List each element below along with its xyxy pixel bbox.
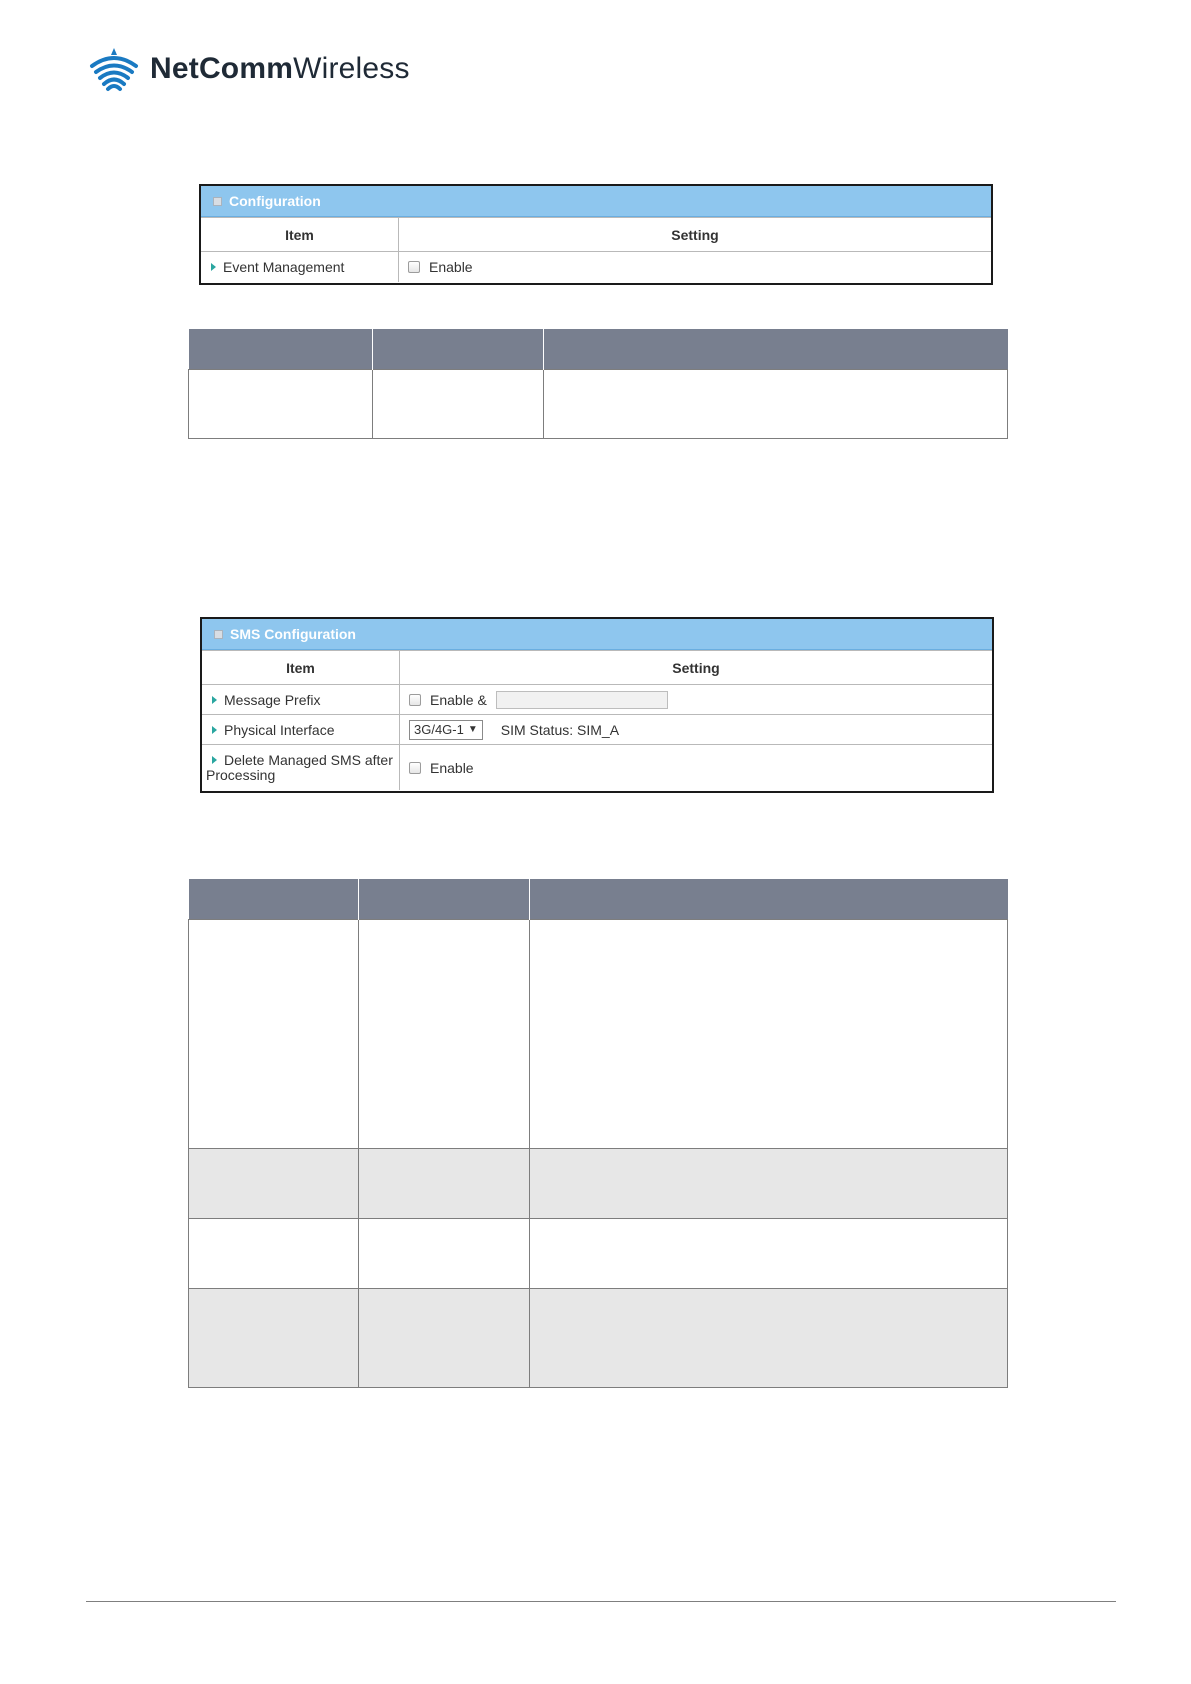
column-header-setting: Setting xyxy=(671,226,719,243)
row-label: Delete Managed SMS after xyxy=(224,751,393,768)
bullet-arrow-icon xyxy=(212,726,217,734)
panel-header-row xyxy=(202,650,992,684)
configuration-panel xyxy=(199,184,993,285)
row-label: Message Prefix xyxy=(224,691,321,708)
event-management-row xyxy=(201,251,991,282)
physical-interface-row xyxy=(202,714,992,744)
brand-logo xyxy=(88,44,410,94)
table-row xyxy=(189,1219,1008,1289)
column-header-item: Item xyxy=(202,651,400,684)
parameter-table-1 xyxy=(188,329,1008,439)
delete-managed-sms-row xyxy=(202,744,992,790)
row-label-continued: Processing xyxy=(206,766,276,783)
checkbox-label: Enable xyxy=(429,259,473,275)
dropdown-arrow-icon: ▼ xyxy=(467,724,478,735)
collapse-icon[interactable] xyxy=(214,630,223,639)
select-value: 3G/4G-1 xyxy=(414,722,464,737)
table-row xyxy=(189,920,1008,1149)
bullet-arrow-icon xyxy=(212,696,217,704)
table-row xyxy=(189,1149,1008,1219)
message-prefix-input[interactable] xyxy=(496,691,668,709)
event-management-checkbox[interactable] xyxy=(408,261,420,273)
bullet-arrow-icon xyxy=(212,756,217,764)
footer-divider xyxy=(86,1601,1116,1602)
panel-header-row xyxy=(201,217,991,251)
checkbox-label: Enable & xyxy=(430,691,487,708)
message-prefix-row xyxy=(202,684,992,714)
table-row xyxy=(189,370,1008,439)
wifi-signal-icon xyxy=(88,46,140,92)
row-label: Event Management xyxy=(223,259,345,275)
table-row xyxy=(189,1289,1008,1388)
panel-header xyxy=(201,186,991,217)
sms-configuration-panel xyxy=(200,617,994,793)
sim-status-text: SIM Status: SIM_A xyxy=(500,721,620,738)
row-label: Physical Interface xyxy=(224,721,335,738)
column-header-item: Item xyxy=(201,218,399,251)
parameter-table-2 xyxy=(188,879,1008,1388)
column-header-setting: Setting xyxy=(672,659,720,676)
collapse-icon[interactable] xyxy=(213,197,222,206)
checkbox-label: Enable xyxy=(430,759,474,776)
table-header-row xyxy=(189,329,1008,370)
brand-name: NetCommWireless xyxy=(150,52,410,85)
table-header-row xyxy=(189,879,1008,920)
bullet-arrow-icon xyxy=(211,263,216,271)
physical-interface-select[interactable] xyxy=(409,720,483,740)
panel-title: SMS Configuration xyxy=(230,626,356,642)
panel-header xyxy=(202,619,992,650)
delete-managed-sms-checkbox[interactable] xyxy=(409,762,421,774)
message-prefix-checkbox[interactable] xyxy=(409,694,421,706)
panel-title: Configuration xyxy=(229,193,321,209)
